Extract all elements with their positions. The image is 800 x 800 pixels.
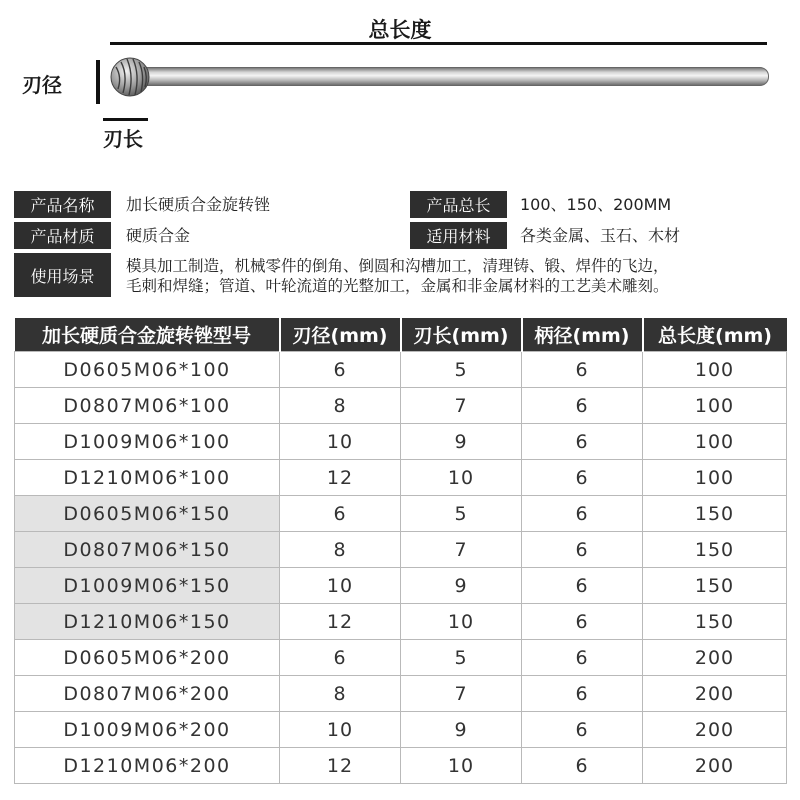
material-value: 硬质合金 — [126, 226, 191, 245]
usage-value-line2: 毛刺和焊缝；管道、叶轮流道的光整加工，金属和非金属材料的工艺美术雕刻。 — [126, 277, 669, 295]
cell-shank-diameter: 6 — [522, 712, 643, 748]
cell-blade-diameter: 12 — [280, 604, 401, 640]
cell-blade-diameter: 10 — [280, 568, 401, 604]
blade-length-label: 刃长 — [103, 127, 143, 151]
table-row — [15, 352, 787, 388]
cell-shank-diameter: 6 — [522, 352, 643, 388]
cell-total-length: 150 — [643, 496, 787, 532]
cell-blade-length: 9 — [401, 424, 522, 460]
cell-model: D0807M06*200 — [15, 676, 280, 712]
cell-model: D0605M06*100 — [15, 352, 280, 388]
usage-label: 使用场景 — [14, 253, 111, 297]
cell-blade-diameter: 6 — [280, 640, 401, 676]
cell-shank-diameter: 6 — [522, 496, 643, 532]
cell-blade-diameter: 12 — [280, 460, 401, 496]
cell-blade-length: 10 — [401, 604, 522, 640]
cell-blade-diameter: 12 — [280, 748, 401, 784]
cell-shank-diameter: 6 — [522, 460, 643, 496]
cell-model: D1009M06*200 — [15, 712, 280, 748]
cell-shank-diameter: 6 — [522, 568, 643, 604]
total-length-line — [110, 42, 767, 45]
total-length-info-value: 100、150、200MM — [520, 195, 672, 214]
cell-blade-length: 10 — [401, 460, 522, 496]
table-row — [15, 388, 787, 424]
cell-model: D0605M06*200 — [15, 640, 280, 676]
cell-blade-length: 9 — [401, 712, 522, 748]
cell-shank-diameter: 6 — [522, 604, 643, 640]
cell-shank-diameter: 6 — [522, 676, 643, 712]
cell-total-length: 100 — [643, 388, 787, 424]
spec-table — [14, 318, 787, 784]
cell-blade-length: 5 — [401, 640, 522, 676]
cell-total-length: 150 — [643, 604, 787, 640]
cell-total-length: 200 — [643, 676, 787, 712]
table-row — [15, 640, 787, 676]
cell-blade-diameter: 10 — [280, 712, 401, 748]
cell-model: D1210M06*100 — [15, 460, 280, 496]
blade-diameter-label: 刃径 — [22, 73, 62, 97]
cell-total-length: 200 — [643, 712, 787, 748]
cell-total-length: 200 — [643, 640, 787, 676]
cell-blade-diameter: 8 — [280, 388, 401, 424]
blade-diameter-bar — [96, 60, 100, 104]
total-length-info-label: 产品总长 — [410, 191, 507, 218]
cell-blade-length: 7 — [401, 532, 522, 568]
header-blade-length: 刃长(mm) — [401, 318, 522, 352]
table-row — [15, 460, 787, 496]
burr-head-icon — [110, 57, 150, 97]
product-name-label: 产品名称 — [14, 191, 111, 218]
cell-total-length: 150 — [643, 568, 787, 604]
cell-total-length: 100 — [643, 424, 787, 460]
header-blade-diameter: 刃径(mm) — [280, 318, 401, 352]
cell-blade-diameter: 8 — [280, 532, 401, 568]
table-header-row — [15, 318, 787, 352]
cell-total-length: 100 — [643, 460, 787, 496]
cell-shank-diameter: 6 — [522, 640, 643, 676]
cell-model: D1210M06*200 — [15, 748, 280, 784]
cell-shank-diameter: 6 — [522, 388, 643, 424]
header-model: 加长硬质合金旋转锉型号 — [15, 318, 280, 352]
cell-blade-length: 7 — [401, 676, 522, 712]
cell-blade-length: 7 — [401, 388, 522, 424]
cell-model: D0605M06*150 — [15, 496, 280, 532]
cell-model: D0807M06*150 — [15, 532, 280, 568]
cell-blade-length: 5 — [401, 496, 522, 532]
cell-model: D1009M06*150 — [15, 568, 280, 604]
cell-shank-diameter: 6 — [522, 532, 643, 568]
cell-model: D1009M06*100 — [15, 424, 280, 460]
table-row — [15, 748, 787, 784]
cell-model: D1210M06*150 — [15, 604, 280, 640]
table-row — [15, 712, 787, 748]
cell-shank-diameter: 6 — [522, 748, 643, 784]
cell-blade-length: 5 — [401, 352, 522, 388]
cell-blade-diameter: 6 — [280, 496, 401, 532]
table-row — [15, 532, 787, 568]
table-row — [15, 676, 787, 712]
total-length-label: 总长度 — [368, 18, 432, 42]
cell-total-length: 200 — [643, 748, 787, 784]
blade-length-bar — [103, 118, 148, 121]
table-row — [15, 424, 787, 460]
applicable-materials-label: 适用材料 — [410, 222, 507, 249]
cell-model: D0807M06*100 — [15, 388, 280, 424]
product-name-value: 加长硬质合金旋转锉 — [126, 195, 271, 214]
cell-total-length: 150 — [643, 532, 787, 568]
table-row — [15, 496, 787, 532]
burr-shank — [132, 67, 769, 86]
material-label: 产品材质 — [14, 222, 111, 249]
table-row — [15, 604, 787, 640]
cell-blade-length: 10 — [401, 748, 522, 784]
cell-blade-diameter: 6 — [280, 352, 401, 388]
header-total-length: 总长度(mm) — [643, 318, 787, 352]
cell-blade-length: 9 — [401, 568, 522, 604]
header-shank-diameter: 柄径(mm) — [522, 318, 643, 352]
applicable-materials-value: 各类金属、玉石、木材 — [520, 226, 681, 245]
table-row — [15, 568, 787, 604]
cell-blade-diameter: 10 — [280, 424, 401, 460]
cell-shank-diameter: 6 — [522, 424, 643, 460]
cell-blade-diameter: 8 — [280, 676, 401, 712]
usage-value-line1: 模具加工制造，机械零件的倒角、倒圆和沟槽加工，清理铸、锻、焊件的飞边， — [126, 257, 669, 275]
cell-total-length: 100 — [643, 352, 787, 388]
